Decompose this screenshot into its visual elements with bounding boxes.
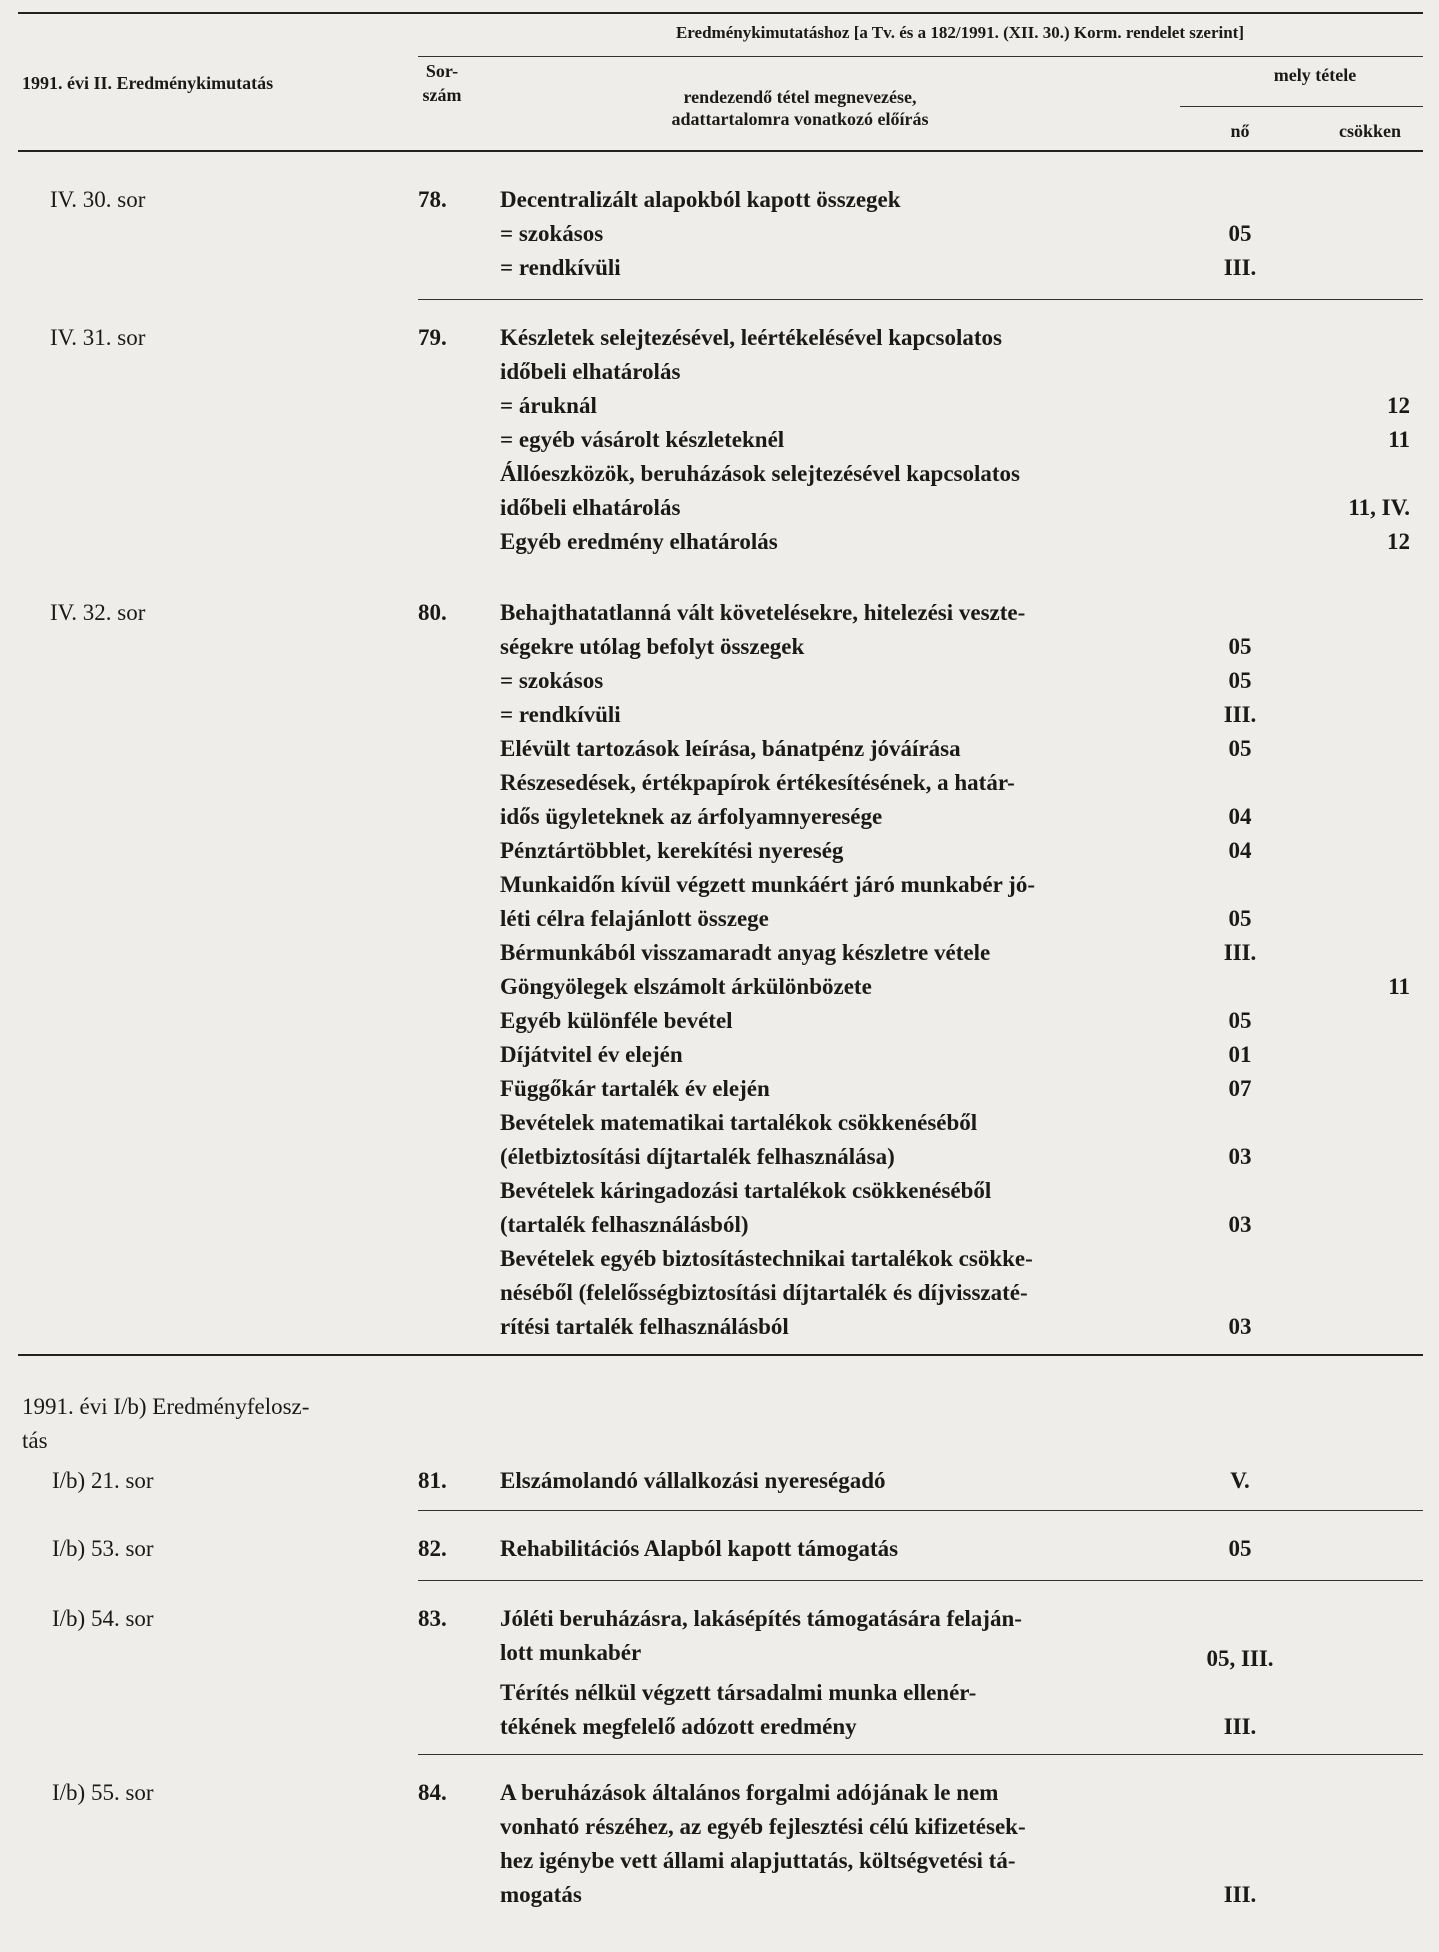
row-line: Rehabilitációs Alapból kapott támogatás xyxy=(500,1536,899,1561)
row-ref: IV. 32. sor xyxy=(50,600,146,625)
header-col-desc-1: rendezendő tétel megnevezése, xyxy=(683,87,917,107)
row-line: Elszámolandó vállalkozási nyereségadó xyxy=(500,1468,886,1493)
row-line: Pénztártöbblet, kerekítési nyereség xyxy=(500,838,844,863)
row-value-no: 05 xyxy=(1228,1008,1252,1033)
row-value-no: 03 xyxy=(1228,1314,1252,1339)
row-value-cs: 12 xyxy=(1387,393,1410,418)
row-divider xyxy=(418,1580,1423,1581)
row-line: néséből (felelősségbiztosítási díjtartalék és díjvisszaté- xyxy=(500,1280,1028,1305)
row-value-no: 03 xyxy=(1228,1212,1252,1237)
header-col-which: mely tétele xyxy=(1273,65,1357,85)
row-line: Függőkár tartalék év elején xyxy=(500,1076,770,1101)
header-bottom-rule xyxy=(18,150,1423,152)
row-divider xyxy=(418,1754,1423,1755)
row-value-no: 05 xyxy=(1228,736,1252,761)
top-rule xyxy=(18,12,1423,14)
header-col-num-1: Sor- xyxy=(425,61,459,81)
row-value-cs: 11, IV. xyxy=(1348,495,1410,520)
row-line: Bérmunkából visszamaradt anyag készletre vétele xyxy=(500,940,991,965)
row-line: = szokásos xyxy=(500,221,604,246)
row-line: (életbiztosítási díjtartalék felhasználása) xyxy=(500,1144,895,1169)
row-value-cs: 12 xyxy=(1387,529,1410,554)
row-value-no: 05 xyxy=(1228,668,1252,693)
row-line: idős ügyleteknek az árfolyamnyeresége xyxy=(500,804,883,829)
row-ref: I/b) 53. sor xyxy=(52,1536,154,1561)
row-line: Díjátvitel év elején xyxy=(500,1042,683,1067)
row-line: időbeli elhatárolás xyxy=(500,359,681,384)
row-number: 78. xyxy=(418,187,447,212)
row-value-no: 04 xyxy=(1228,804,1252,829)
row-line: = egyéb vásárolt készleteknél xyxy=(500,427,785,452)
row-ref: I/b) 55. sor xyxy=(52,1780,154,1805)
row-value-no: 07 xyxy=(1228,1076,1252,1101)
row-line: Jóléti beruházásra, lakásépítés támogatására felaján- xyxy=(500,1606,1022,1631)
row-line: Készletek selejtezésével, leértékelésével kapcsolatos xyxy=(500,325,1002,350)
row-line: Térítés nélkül végzett társadalmi munka ellenér- xyxy=(500,1680,977,1705)
row-line: lott munkabér xyxy=(500,1640,642,1665)
row-ref: IV. 30. sor xyxy=(50,187,146,212)
row-line: Részesedések, értékpapírok értékesítésének, a határ- xyxy=(500,770,1015,795)
row-divider xyxy=(418,299,1423,300)
row-value-no: 05 xyxy=(1228,1536,1252,1561)
header-col-no: nő xyxy=(1230,121,1250,141)
row-value-no: III. xyxy=(1223,1714,1257,1739)
row-line: Egyéb különféle bevétel xyxy=(500,1008,733,1033)
header-col-left: 1991. évi II. Eredménykimutatás xyxy=(22,73,274,93)
row-line: = áruknál xyxy=(500,393,597,418)
row-divider xyxy=(418,1510,1423,1511)
row-value-no: 04 xyxy=(1228,838,1252,863)
row-value-no: 03 xyxy=(1228,1144,1252,1169)
row-line: léti célra felajánlott összege xyxy=(500,906,769,931)
row-line: rítési tartalék felhasználásból xyxy=(500,1314,789,1339)
row-line: A beruházások általános forgalmi adójának le nem xyxy=(500,1780,999,1805)
row-line: Bevételek matematikai tartalékok csökkenéséből xyxy=(500,1110,978,1135)
row-line: mogatás xyxy=(500,1882,582,1907)
row-number: 79. xyxy=(418,325,447,350)
row-line: Munkaidőn kívül végzett munkáért járó munkabér jó- xyxy=(500,872,1035,897)
row-line: = szokásos xyxy=(500,668,604,693)
header-col-desc-top: Eredménykimutatáshoz [a Tv. és a 182/1991. (XII. 30.) Korm. rendelet szerint] xyxy=(675,23,1245,42)
row-value-no: 05, III. xyxy=(1206,1646,1274,1671)
row-ref: IV. 31. sor xyxy=(50,325,146,350)
section-divider xyxy=(18,1354,1423,1356)
row-line: hez igénybe vett állami alapjuttatás, költségvetési tá- xyxy=(500,1848,1016,1873)
row-line: Behajthatatlanná vált követelésekre, hitelezési veszte- xyxy=(500,600,1026,625)
row-line: időbeli elhatárolás xyxy=(500,495,681,520)
row-line: Decentralizált alapokból kapott összegek xyxy=(500,187,901,212)
row-number: 80. xyxy=(418,600,447,625)
row-value-no: III. xyxy=(1223,255,1257,280)
row-number: 81. xyxy=(418,1468,447,1493)
section-title-line2: tás xyxy=(22,1428,48,1453)
row-number: 83. xyxy=(418,1606,447,1631)
row-line: vonható részéhez, az egyéb fejlesztési célú kifizetések- xyxy=(500,1814,1026,1839)
row-line: Egyéb eredmény elhatárolás xyxy=(500,529,778,554)
row-line: Göngyölegek elszámolt árkülönbözete xyxy=(500,974,872,999)
row-line: Állóeszközök, beruházások selejtezésével kapcsolatos xyxy=(500,461,1020,486)
row-line: Bevételek káringadozási tartalékok csökkenéséből xyxy=(500,1178,992,1203)
row-line: Elévült tartozások leírása, bánatpénz jóváírása xyxy=(500,736,961,761)
row-ref: I/b) 21. sor xyxy=(52,1468,154,1493)
row-value-no: III. xyxy=(1223,702,1257,727)
section-title-line1: 1991. évi I/b) Eredményfelosz- xyxy=(22,1394,310,1419)
row-value-cs: 11 xyxy=(1388,974,1410,999)
row-line: tékének megfelelő adózott eredmény xyxy=(500,1714,857,1739)
row-number: 82. xyxy=(418,1536,447,1561)
row-value-no: 01 xyxy=(1228,1042,1252,1067)
header-desc-rule xyxy=(418,56,1423,57)
row-value-cs: 11 xyxy=(1388,427,1410,452)
header-col-desc-2: adattartalomra vonatkozó előírás xyxy=(671,109,929,129)
header-col-num-2: szám xyxy=(422,85,462,105)
row-value-no: V. xyxy=(1230,1468,1250,1493)
row-ref: I/b) 54. sor xyxy=(52,1606,154,1631)
row-number: 84. xyxy=(418,1780,447,1805)
header-col-cs: csökken xyxy=(1338,121,1401,141)
row-value-no: III. xyxy=(1223,940,1257,965)
row-line: = rendkívüli xyxy=(500,255,621,280)
row-line: = rendkívüli xyxy=(500,702,621,727)
row-line: Bevételek egyéb biztosítástechnikai tartalékok csökke- xyxy=(500,1246,1033,1271)
row-value-no: 05 xyxy=(1228,634,1252,659)
row-value-no: 05 xyxy=(1228,906,1252,931)
row-value-no: III. xyxy=(1223,1882,1257,1907)
header-which-rule xyxy=(1180,106,1423,107)
row-line: (tartalék felhasználásból) xyxy=(500,1212,749,1237)
row-value-no: 05 xyxy=(1228,221,1252,246)
row-line: ségekre utólag befolyt összegek xyxy=(500,634,805,659)
